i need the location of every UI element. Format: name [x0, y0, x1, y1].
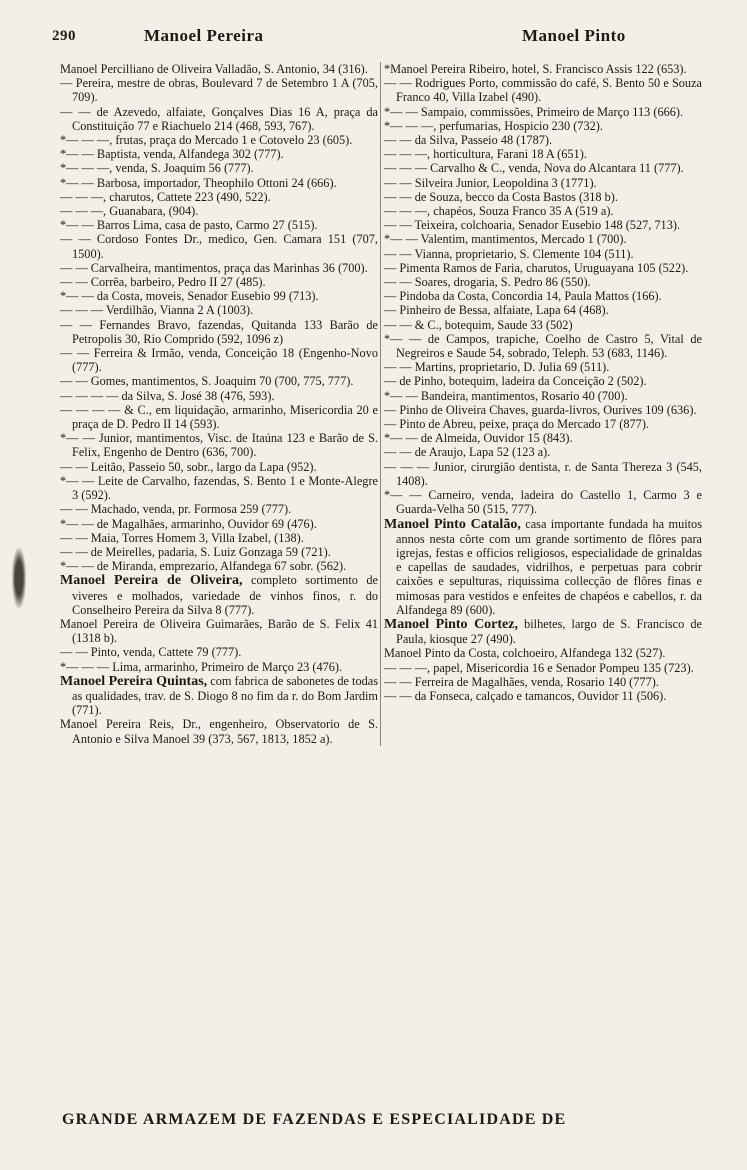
directory-entry — [384, 389, 702, 403]
entry-text: — — de Meirelles, padaria, S. Luiz Gonzaga 59 (721). — [60, 544, 331, 559]
directory-entry — [60, 303, 378, 317]
directory-entry — [60, 573, 378, 617]
entry-text: casa importante fundada ha muitos annos nesta côrte com um grande sortimento de flôres para igrejas, festas e officios religiosos, especialidade de grinaldas e capellas de saudades, vidrilhos, e perpetuas para cobrir caixões e sepulturas, riquissima collecção de flôres finas e mimosas para vestidos e enfeites de chapéos e cabellos, r. da Alfandega 89 (600). — [396, 516, 702, 617]
entry-text: — — Martins, proprietario, D. Julia 69 (511). — [384, 360, 610, 375]
directory-entry — [60, 559, 378, 573]
entry-text: *— — Barbosa, importador, Theophilo Ottoni 24 (666). — [60, 175, 337, 190]
entry-text: — — & C., botequim, Saude 33 (502) — [384, 317, 573, 332]
directory-entry — [384, 360, 702, 374]
entry-text: — — —, chapéos, Souza Franco 35 A (519 a). — [384, 204, 614, 219]
entry-text: — — Teixeira, colchoaria, Senador Eusebio 148 (527, 713). — [384, 218, 681, 233]
entry-text: completo sortimento de viveres e molhados, variedade de vinhos finos, r. do Conselheiro Pereira da Silva 8 (777). — [72, 573, 379, 617]
entry-text: *Manoel Pereira Ribeiro, hotel, S. Francisco Assis 122 (653). — [384, 62, 687, 76]
directory-entry — [60, 460, 378, 474]
directory-entry — [60, 62, 378, 76]
entry-text: — — Machado, venda, pr. Formosa 259 (777). — [60, 502, 292, 517]
directory-entry — [384, 204, 702, 218]
directory-entry — [384, 176, 702, 190]
directory-entry — [60, 517, 378, 531]
directory-entry — [384, 460, 702, 488]
entry-text: *— — —, venda, S. Joaquim 56 (777). — [60, 161, 254, 176]
entry-text: — — —, horticultura, Farani 18 A (651). — [384, 147, 587, 162]
directory-entry — [384, 289, 702, 303]
entry-text: — — Maia, Torres Homem 3, Villa Izabel, (138). — [60, 530, 304, 545]
entry-text: — — Pinto, venda, Cattete 79 (777). — [60, 645, 242, 660]
entry-text: — — — Junior, cirurgião dentista, r. de Santa Thereza 3 (545, 1408). — [384, 459, 702, 488]
entry-text: — — Gomes, mantimentos, S. Joaquim 70 (700, 775, 777). — [60, 374, 354, 389]
directory-entry — [60, 318, 378, 346]
directory-entry — [384, 661, 702, 675]
entry-text: — — — — & C., em liquidação, armarinho, Misericordia 20 e praça de D. Pedro II 14 (593). — [60, 402, 378, 432]
directory-entry — [60, 645, 378, 659]
entry-text: *— — da Costa, moveis, Senador Eusebio 99 (713). — [60, 289, 319, 304]
page-header — [52, 22, 700, 52]
directory-entry — [384, 147, 702, 161]
directory-entry — [60, 617, 378, 645]
directory-entry — [60, 389, 378, 403]
entry-text: *— — Baptista, venda, Alfandega 302 (777). — [60, 147, 284, 162]
entry-text: — — Rodrigues Porto, commissão do café, S. Bento 50 e Souza Franco 40, Villa Izabel (490). — [384, 76, 702, 105]
entry-text: Manoel Pereira de Oliveira Guimarães, Barão de S. Felix 41 (1318 b). — [60, 616, 378, 646]
entry-text: — Pindoba da Costa, Concordia 14, Paula Mattos (166). — [384, 289, 662, 304]
entry-text: — — Soares, drogaria, S. Pedro 86 (550). — [384, 275, 591, 290]
directory-entry — [60, 431, 378, 459]
directory-entry — [60, 232, 378, 260]
directory-entry — [384, 218, 702, 232]
directory-entry — [384, 431, 702, 445]
directory-entry — [384, 517, 702, 617]
directory-entry — [384, 261, 702, 275]
entry-text: — — — Carvalho & C., venda, Nova do Alcantara 11 (777). — [384, 161, 684, 176]
directory-entry — [60, 474, 378, 502]
entry-text: — — de Araujo, Lapa 52 (123 a). — [384, 445, 551, 460]
entry-text: bilhetes, largo de S. Francisco de Paula, kiosque 27 (490). — [396, 616, 702, 647]
entry-business-name: Manoel Pinto Catalão, — [384, 516, 521, 532]
directory-entry — [60, 147, 378, 161]
directory-entry — [60, 674, 378, 718]
entry-text: — — Carvalheira, mantimentos, praça das Marinhas 36 (700). — [60, 260, 368, 275]
entry-text: — de Pinho, botequim, ladeira da Conceição 2 (502). — [384, 374, 647, 389]
entry-text: — — de Souza, becco da Costa Bastos (318 b). — [384, 189, 618, 204]
directory-entry — [60, 161, 378, 175]
entry-business-name: Manoel Pinto Cortez, — [384, 616, 518, 632]
entry-text: — Pinheiro de Bessa, alfaiate, Lapa 64 (468). — [384, 303, 609, 318]
left-running-head: Manoel Pereira — [144, 26, 264, 45]
directory-entry — [384, 332, 702, 360]
entry-text: — — Ferreira & Irmão, venda, Conceição 18 (Engenho-Novo (777). — [60, 346, 378, 375]
column-divider — [380, 62, 381, 746]
entry-text: com fabrica de sabonetes de todas as qualidades, trav. de S. Diogo 8 no fim da r. do Bom Jardim (771). — [72, 673, 378, 718]
directory-entry — [60, 545, 378, 559]
entry-text: — — Ferreira de Magalhães, venda, Rosario 140 (777). — [384, 674, 659, 689]
entry-text: *— — Carneiro, venda, ladeira do Castello 1, Carmo 3 e Guarda-Velha 50 (515, 777). — [384, 488, 702, 517]
directory-entry — [384, 417, 702, 431]
entry-text: — — Corrêa, barbeiro, Pedro II 27 (485). — [60, 275, 266, 290]
entry-text: *— — de Magalhães, armarinho, Ouvidor 69 (476). — [60, 516, 317, 531]
directory-entry — [60, 660, 378, 674]
entry-text: *— — —, perfumarias, Hospicio 230 (732). — [384, 118, 603, 133]
directory-entry — [384, 62, 702, 76]
directory-entry — [384, 445, 702, 459]
entry-text: — — de Azevedo, alfaiate, Gonçalves Dias 16 A, praça da Constituição 77 e Riachuelo 214 (468, 593, 767). — [60, 104, 378, 133]
directory-entry — [384, 318, 702, 332]
entry-text: *— — Sampaio, commissões, Primeiro de Março 113 (666). — [384, 104, 684, 119]
directory-entry — [60, 133, 378, 147]
entry-text: *— — — Lima, armarinho, Primeiro de Março 23 (476). — [60, 659, 343, 674]
directory-entry — [384, 161, 702, 175]
entry-text: Manoel Pinto da Costa, colchoeiro, Alfandega 132 (527). — [384, 646, 666, 661]
entry-text: Manoel Pereira Reis, Dr., engenheiro, Observatorio de S. Antonio e Silva Manoel 39 (373, 567, 1813, 1852 a). — [60, 717, 378, 746]
directory-entry — [384, 275, 702, 289]
directory-entry — [384, 646, 702, 660]
entry-text: — Pinto de Abreu, peixe, praça do Mercado 17 (877). — [384, 417, 649, 432]
entry-text: — — —, papel, Misericordia 16 e Senador Pompeu 135 (723). — [384, 660, 694, 675]
directory-entry — [60, 218, 378, 232]
directory-entry — [384, 190, 702, 204]
entry-text: — — Leitão, Passeio 50, sobr., largo da Lapa (952). — [60, 459, 317, 474]
directory-entry — [60, 275, 378, 289]
entry-text: — — Cordoso Fontes Dr., medico, Gen. Camara 151 (707, 1500). — [60, 232, 378, 261]
directory-entry — [384, 303, 702, 317]
directory-entry — [384, 105, 702, 119]
entry-text: — — da Fonseca, calçado e tamancos, Ouvidor 11 (506). — [384, 688, 667, 703]
directory-entry — [60, 289, 378, 303]
directory-entry — [384, 675, 702, 689]
directory-entry — [60, 204, 378, 218]
entry-text: — — —, charutos, Cattete 223 (490, 522). — [60, 189, 271, 204]
entry-text: — — da Silva, Passeio 48 (1787). — [384, 133, 553, 148]
entry-text: — — — — da Silva, S. José 38 (476, 593). — [60, 388, 275, 403]
page-number: 290 — [52, 28, 76, 44]
entry-text: *— — de Campos, trapiche, Coelho de Castro 5, Vital de Negreiros e Saude 54, sobrado, Teleph. 53 (683, 1146). — [384, 331, 702, 361]
directory-entry — [60, 717, 378, 745]
entry-text: *— — Junior, mantimentos, Visc. de Itaúna 123 e Barão de S. Felix, Engenho de Dentro (636, 700). — [60, 431, 378, 460]
entry-text: — Pimenta Ramos de Faria, charutos, Uruguayana 105 (522). — [384, 260, 689, 275]
directory-entry — [384, 247, 702, 261]
entry-text: *— — de Miranda, emprezario, Alfandega 67 sobr. (562). — [60, 559, 347, 574]
entry-text: — Pereira, mestre de obras, Boulevard 7 de Setembro 1 A (705, 709). — [60, 76, 378, 105]
directory-entry — [60, 502, 378, 516]
advertisement-banner: GRANDE ARMAZEM DE FAZENDAS E ESPECIALIDADE DE — [62, 1111, 567, 1128]
entry-text: — — Fernandes Bravo, fazendas, Quitanda 133 Barão de Petropolis 30, Rio Comprido (592, 1096 z) — [60, 317, 378, 346]
entry-text: Manoel Percilliano de Oliveira Valladão, S. Antonio, 34 (316). — [60, 62, 368, 76]
directory-entry — [384, 119, 702, 133]
directory-entry — [60, 105, 378, 133]
directory-entry — [384, 617, 702, 646]
directory-entry — [60, 374, 378, 388]
directory-entry — [384, 76, 702, 104]
directory-entry — [384, 133, 702, 147]
entry-text: *— — Barros Lima, casa de pasto, Carmo 27 (515). — [60, 218, 318, 233]
directory-entry — [384, 488, 702, 516]
entry-text: *— — Valentim, mantimentos, Mercado 1 (700). — [384, 232, 627, 247]
directory-entry — [384, 689, 702, 703]
directory-entry — [60, 176, 378, 190]
entry-text: — Pinho de Oliveira Chaves, guarda-livros, Ourives 109 (636). — [384, 402, 697, 417]
entry-text: *— — Bandeira, mantimentos, Rosario 40 (700). — [384, 388, 628, 403]
directory-entry — [384, 232, 702, 246]
directory-entry — [60, 403, 378, 431]
directory-entry — [60, 261, 378, 275]
entry-text: — — — Verdilhão, Vianna 2 A (1003). — [60, 303, 254, 318]
entry-text: *— — Leite de Carvalho, fazendas, S. Bento 1 e Monte-Alegre 3 (592). — [60, 473, 378, 503]
entry-text: — — Silveira Junior, Leopoldina 3 (1771). — [384, 175, 597, 190]
directory-entry — [60, 190, 378, 204]
entry-text: *— — de Almeida, Ouvidor 15 (843). — [384, 431, 573, 446]
left-column — [60, 62, 378, 746]
entry-business-name: Manoel Pereira de Oliveira, — [60, 573, 243, 589]
directory-entry — [60, 346, 378, 374]
directory-entry — [384, 374, 702, 388]
directory-entry — [60, 531, 378, 545]
entry-text: — — —, Guanabara, (904). — [60, 204, 199, 219]
right-column — [384, 62, 702, 703]
entry-text: *— — —, frutas, praça do Mercado 1 e Cotovelo 23 (605). — [60, 133, 353, 148]
entry-business-name: Manoel Pereira Quintas, — [60, 673, 208, 689]
ink-smudge — [12, 548, 26, 608]
entry-text: — — Vianna, proprietario, S. Clemente 104 (511). — [384, 246, 634, 261]
directory-entry — [60, 76, 378, 104]
directory-entry — [384, 403, 702, 417]
right-running-head: Manoel Pinto — [522, 26, 626, 45]
